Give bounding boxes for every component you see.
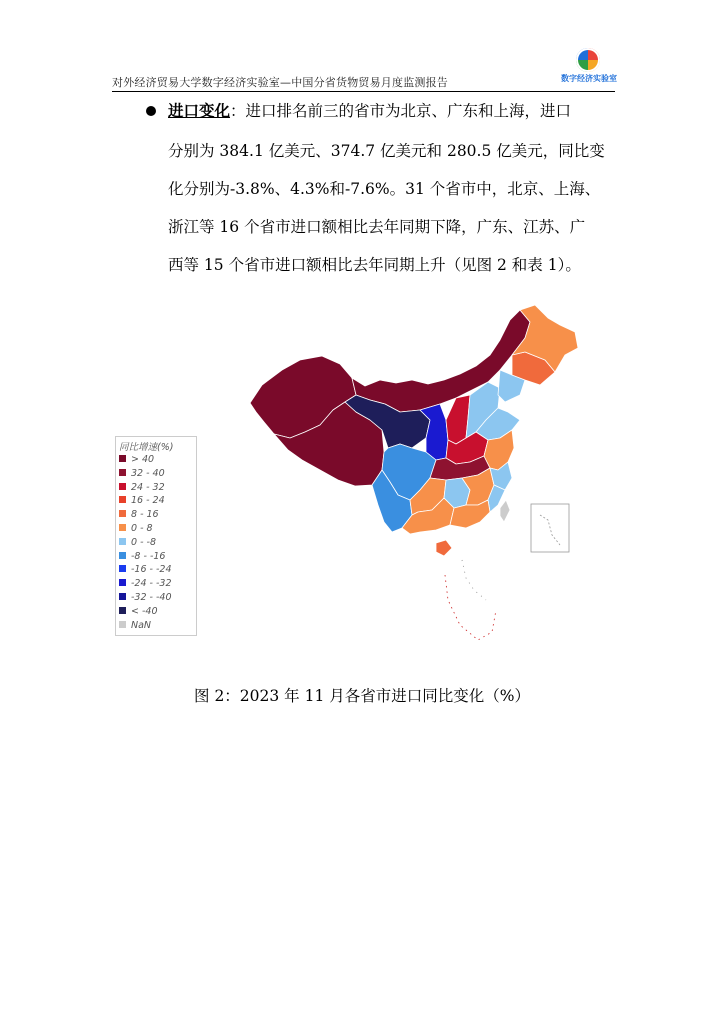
paragraph-line-4: 浙江等 16 个省市进口额相比去年同期下降，广东、江苏、广 [168, 218, 586, 236]
legend-label: 0 - 8 [131, 523, 153, 534]
line-1-text: ：进口排名前三的省市为北京、广东和上海，进口 [230, 102, 572, 120]
legend-swatch [119, 565, 126, 572]
legend-label: 32 - 40 [131, 467, 165, 479]
figure-caption: 图 2：2023 年 11 月各省市进口同比变化（%） [194, 687, 530, 705]
legend-item [119, 523, 153, 535]
paragraph-line-5: 西等 15 个省市进口额相比去年同期上升（见图 2 和表 1）。 [168, 256, 581, 274]
legend-item [119, 564, 172, 576]
legend-label: 16 - 24 [131, 495, 165, 507]
legend-swatch [119, 496, 126, 503]
legend-swatch [119, 510, 126, 517]
legend-swatch [119, 552, 126, 559]
legend-label: -16 - -24 [131, 564, 172, 576]
legend-label: NaN [131, 619, 152, 631]
paragraph-line-2: 分别为 384.1 亿美元、374.7 亿美元和 280.5 亿美元，同比变 [168, 142, 605, 160]
legend-item [119, 482, 165, 494]
bullet-icon [146, 106, 156, 116]
legend-item [119, 551, 165, 563]
legend-title: 同比增速(%) [119, 442, 174, 453]
legend-swatch [119, 621, 126, 628]
legend-swatch [119, 483, 126, 490]
legend-item [119, 495, 165, 507]
paragraph-line-1 [168, 101, 628, 121]
report-header: 对外经济贸易大学数字经济实验室—中国分省货物贸易月度监测报告 [112, 76, 448, 89]
legend-label: -32 - -40 [131, 592, 172, 603]
legend-item [119, 592, 172, 604]
legend-swatch [119, 469, 126, 476]
legend-item [119, 606, 158, 618]
legend-label: 0 - -8 [131, 536, 156, 548]
legend-item [119, 620, 151, 632]
legend-swatch [119, 593, 126, 600]
header-rule [112, 91, 615, 92]
legend-swatch [119, 524, 126, 531]
legend-item [119, 468, 165, 480]
legend-swatch [119, 607, 126, 614]
legend-label: 24 - 32 [131, 481, 165, 493]
legend-swatch [119, 455, 126, 462]
legend-item [119, 537, 156, 549]
region-taiwan [500, 500, 510, 522]
legend-label: > 40 [131, 454, 155, 465]
paragraph-line-3: 化分别为-3.8%、4.3%和-7.6%。31 个省市中，北京、上海、 [168, 180, 601, 198]
legend-label: 8 - 16 [131, 509, 159, 521]
legend-swatch [119, 538, 126, 545]
legend-swatch [119, 579, 126, 586]
lab-logo [560, 48, 618, 90]
legend-item [119, 578, 172, 590]
section-title: 进口变化 [168, 101, 231, 120]
legend-label: -24 - -32 [131, 578, 172, 590]
legend-item [119, 454, 154, 466]
legend-label: < -40 [131, 605, 158, 617]
legend-item [119, 509, 159, 521]
map-legend [115, 436, 197, 636]
globe-icon [576, 48, 600, 72]
logo-text: 数字经济实验室 [561, 74, 617, 83]
legend-label: -8 - -16 [131, 550, 166, 562]
region-hainan [436, 540, 452, 556]
